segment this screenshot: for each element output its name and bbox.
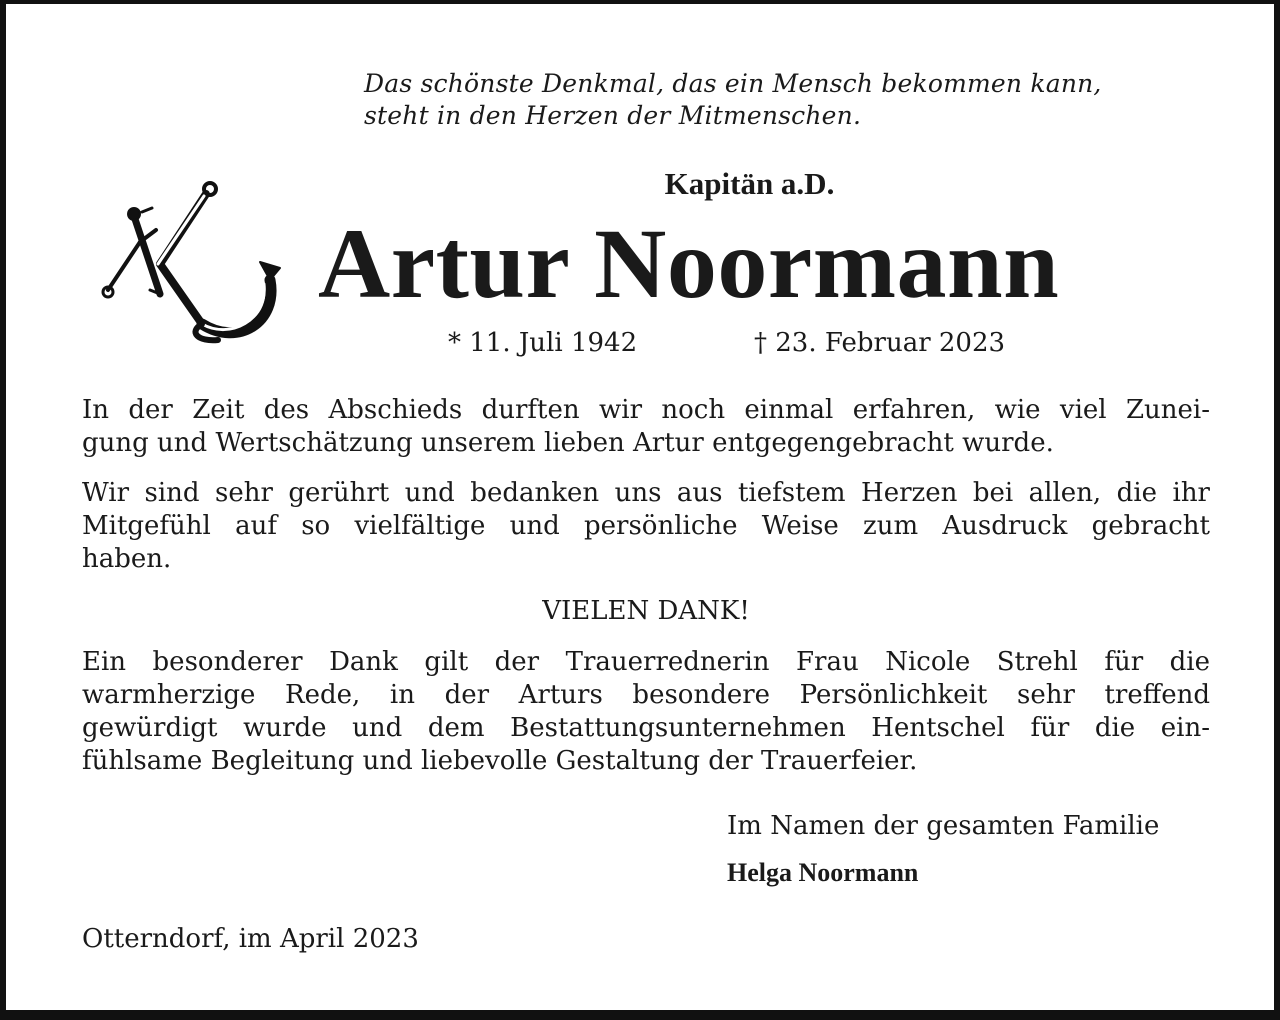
paragraph-farewell: [82, 394, 1210, 460]
paragraph-special-thanks: [82, 646, 1210, 778]
signer-name: Helga Noormann: [727, 858, 919, 887]
motto-line: Das schönste Denkmal, das ein Mensch bekommen kann,: [364, 69, 1102, 98]
deceased-title: Kapitän a.D.: [664, 166, 835, 201]
death-date: † 23. Februar 2023: [754, 328, 1006, 358]
text-line: fühlsame Begleitung und liebevolle Gestaltung der Trauerfeier.: [82, 746, 918, 776]
text-line: In der Zeit des Abschieds durften wir noch einmal erfahren, wie viel Zunei-: [82, 395, 1210, 425]
text-line: Wir sind sehr gerührt und bedanken uns aus tiefstem Herzen bei allen, die ihr: [82, 478, 1210, 508]
text-line: haben.: [82, 544, 172, 574]
paragraph-gratitude: [82, 477, 1210, 576]
motto-line: steht in den Herzen der Mitmenschen.: [364, 101, 862, 130]
text-line: gewürdigt wurde und dem Bestattungsunternehmen Hentschel für die ein-: [82, 713, 1210, 743]
text-line: Mitgefühl auf so vielfältige und persönliche Weise zum Ausdruck gebracht: [82, 511, 1210, 541]
text-line: gung und Wertschätzung unserem lieben Artur entgegengebracht wurde.: [82, 428, 1054, 458]
motto-quote: [364, 68, 1224, 132]
place-date: Otterndorf, im April 2023: [82, 924, 419, 954]
deceased-name: Artur Noormann: [318, 208, 1060, 319]
birth-date: * 11. Juli 1942: [448, 328, 638, 358]
thanks-heading: VIELEN DANK!: [542, 596, 750, 626]
text-line: warmherzige Rede, in der Arturs besondere Persönlichkeit sehr treffend: [82, 680, 1210, 710]
text-line: Ein besonderer Dank gilt der Trauerrednerin Frau Nicole Strehl für die: [82, 647, 1210, 677]
signature-line: Im Namen der gesamten Familie: [727, 811, 1160, 841]
